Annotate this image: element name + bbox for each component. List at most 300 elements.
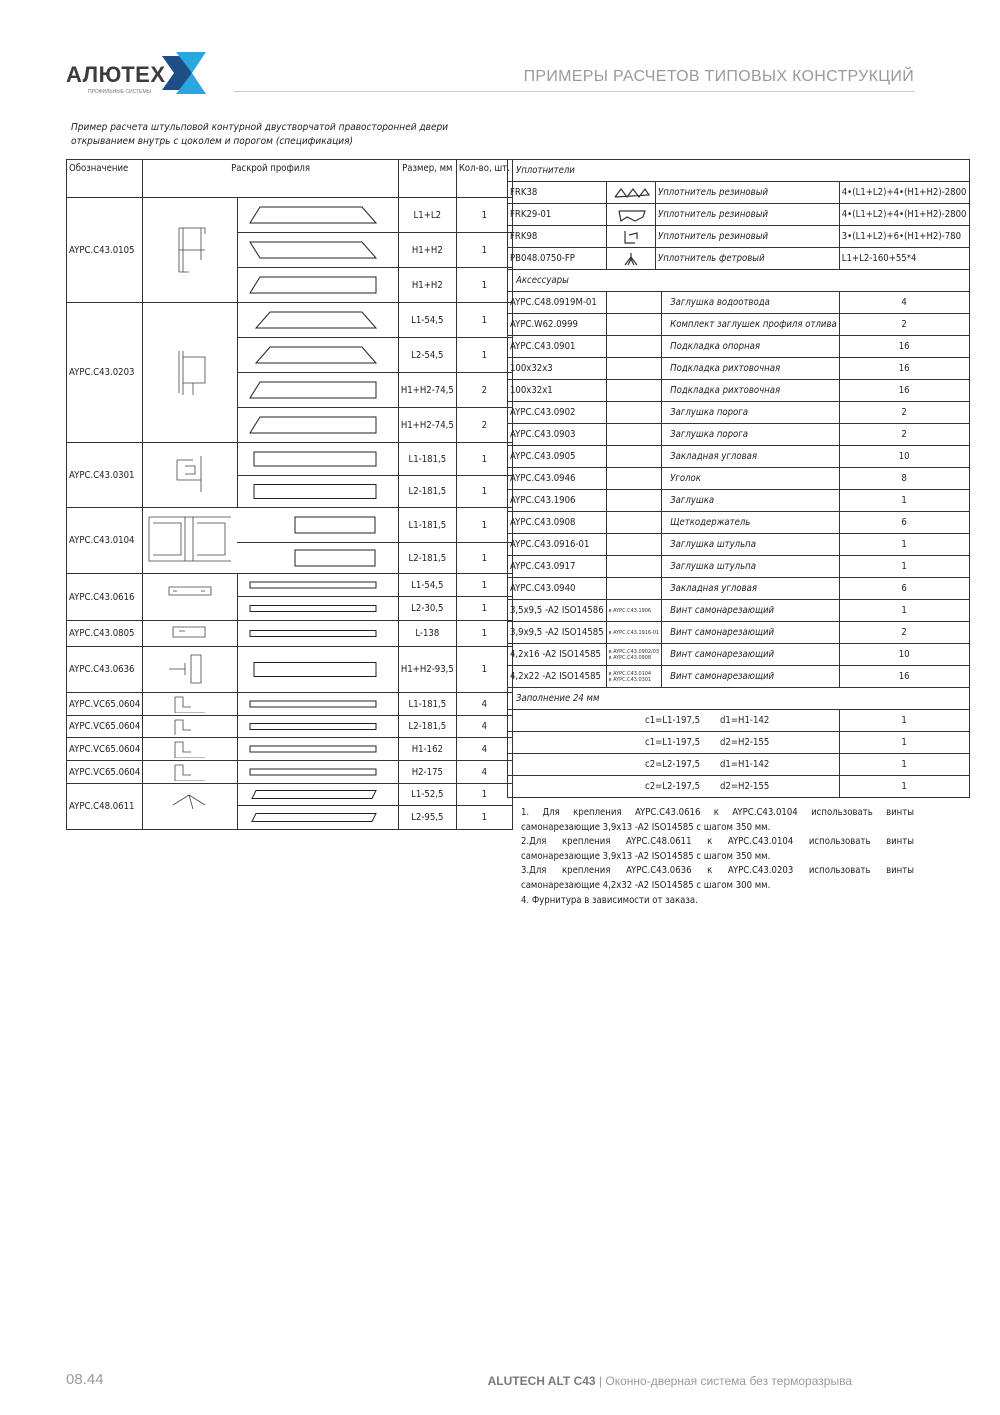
table-row: [67, 574, 513, 597]
cut-qty: 1: [456, 621, 512, 647]
profile-section: [143, 647, 238, 693]
accessory-name: Винт самонарезающий: [662, 666, 840, 688]
profile-code: AYPC.C43.0636: [67, 647, 143, 693]
accessory-code: 3,9x9,5 -A2 ISO14585: [508, 622, 607, 644]
seal-name: Уплотнитель фетровый: [655, 248, 839, 270]
cut-size: L1-181,5: [398, 443, 456, 476]
accessory-name: Комплект заглушек профиля отлива: [662, 314, 840, 336]
cut-size: L2-181,5: [398, 543, 456, 574]
cut-size: L2-95,5: [398, 806, 456, 830]
cut-cell: [237, 198, 398, 233]
accessory-code: AYPC.C43.0903: [508, 424, 607, 446]
accessory-qty: 1: [839, 490, 969, 512]
notes: [521, 806, 914, 908]
filling-qty: 1: [839, 776, 969, 798]
accessory-qty: 2: [839, 314, 969, 336]
accessory-location: [606, 644, 661, 666]
accessory-qty: 6: [839, 512, 969, 534]
cut-size: L1-52,5: [398, 784, 456, 806]
brand-name: АЛЮТЕХ: [66, 62, 166, 87]
accessory-qty: 1: [839, 534, 969, 556]
cut-size: H2-175: [398, 761, 456, 784]
accessory-location: [606, 380, 661, 402]
accessory-name: Заглушка порога: [662, 424, 840, 446]
accessory-qty: 8: [839, 468, 969, 490]
filling-width: c2=L2-197,5: [645, 781, 701, 792]
location-note: в AYPC.C43.0902/03: [608, 648, 660, 655]
filling-width: c1=L1-197,5: [645, 715, 701, 726]
accessory-qty: 6: [839, 578, 969, 600]
accessory-qty: 1: [839, 556, 969, 578]
accessory-code: 3,5x9,5 -A2 ISO14586: [508, 600, 607, 622]
profile-section: [143, 443, 238, 508]
accessory-location: [606, 534, 661, 556]
seal-code: FRK38: [508, 182, 607, 204]
accessory-location: [606, 424, 661, 446]
profile-section: [143, 574, 238, 621]
cut-bar: [237, 508, 397, 542]
accessory-code: AYPC.W62.0999: [508, 314, 607, 336]
profile-0104-icon: [145, 511, 235, 571]
cut-cell: [237, 408, 398, 443]
cut-bar: [238, 408, 398, 442]
cut-size: L2-54,5: [398, 338, 456, 373]
accessory-row: [508, 468, 970, 490]
profile-code: AYPC.C43.0805: [67, 621, 143, 647]
cut-qty: 1: [456, 508, 512, 543]
filling-row: [508, 776, 970, 798]
seal-name: Уплотнитель резиновый: [655, 182, 839, 204]
profile-0604-icon: [165, 695, 215, 713]
header-divider: [234, 91, 914, 92]
filling-row: [508, 732, 970, 754]
cut-size: L1-54,5: [398, 574, 456, 597]
cut-qty: 4: [456, 761, 512, 784]
cut-bar: [238, 716, 398, 737]
filling-size: [508, 732, 840, 754]
seal-row: [508, 182, 970, 204]
cut-bar: [238, 476, 398, 507]
column-header: Размер, мм: [398, 160, 456, 198]
cut-size: L-138: [398, 621, 456, 647]
seal-formula: 4•(L1+L2)+4•(H1+H2)-2800: [839, 182, 969, 204]
cut-size: H1+H2-74,5: [398, 373, 456, 408]
section-title: Аксессуары: [508, 270, 970, 292]
cut-bar: [238, 806, 398, 829]
cut-size: H1+H2-74,5: [398, 408, 456, 443]
cut-bar: [238, 761, 398, 783]
logo-mark-icon: [162, 52, 206, 94]
accessory-row: [508, 402, 970, 424]
profile-section: [143, 693, 238, 716]
accessory-row: [508, 512, 970, 534]
accessory-name: Закладная угловая: [662, 446, 840, 468]
profile-section: [143, 716, 238, 738]
cut-cell: [237, 233, 398, 268]
profile-0604-icon: [165, 763, 215, 781]
column-header: Кол-во, шт.: [456, 160, 512, 198]
accessory-code: AYPC.C43.0905: [508, 446, 607, 468]
accessory-code: AYPC.C43.0940: [508, 578, 607, 600]
table-row: [67, 738, 513, 761]
cut-bar: [238, 647, 398, 692]
accessory-qty: 10: [839, 644, 969, 666]
profile-0616-icon: [165, 577, 215, 618]
cut-qty: 1: [456, 806, 512, 830]
cut-cell: [237, 597, 398, 621]
accessory-row: [508, 292, 970, 314]
profile-code: AYPC.C43.0105: [67, 198, 143, 303]
cut-size: L1+L2: [398, 198, 456, 233]
cut-cell: [237, 476, 398, 508]
filling-height: d1=H1-142: [720, 715, 770, 726]
cut-bar: [238, 597, 398, 620]
accessory-name: Щеткодержатель: [662, 512, 840, 534]
seal-profile-icon: [611, 185, 651, 201]
cut-cell: [237, 338, 398, 373]
profile-0611-icon: [165, 787, 215, 827]
accessory-name: Винт самонарезающий: [662, 644, 840, 666]
cut-cell: [237, 716, 398, 738]
location-note: в AYPC.C43.0104: [608, 670, 652, 677]
filling-height: d2=H2-155: [720, 781, 770, 792]
cut-qty: 2: [456, 373, 512, 408]
accessory-code: 4,2x16 -A2 ISO14585: [508, 644, 607, 666]
cut-qty: 1: [456, 268, 512, 303]
accessory-location: [606, 578, 661, 600]
accessory-row: [508, 600, 970, 622]
brand-subtitle: ПРОФИЛЬНЫЕ СИСТЕМЫ: [88, 89, 152, 95]
cut-qty: 1: [456, 647, 512, 693]
column-header: Обозначение: [67, 160, 143, 198]
filling-width: c1=L1-197,5: [645, 737, 701, 748]
accessory-code: AYPC.C43.0916-01: [508, 534, 607, 556]
accessory-code: AYPC.C48.0919M-01: [508, 292, 607, 314]
filling-height: d1=H1-142: [720, 759, 770, 770]
table-row: [67, 647, 513, 693]
accessory-name: Заглушка штульпа: [662, 534, 840, 556]
profile-section: [143, 784, 238, 830]
cut-cell: [237, 806, 398, 830]
accessory-name: Подкладка опорная: [662, 336, 840, 358]
accessory-name: Заглушка штульпа: [662, 556, 840, 578]
accessory-qty: 2: [839, 622, 969, 644]
cut-bar: [238, 268, 398, 302]
cut-bar: [238, 373, 398, 407]
cut-bar: [238, 738, 398, 760]
footer-product: [488, 1374, 852, 1388]
seal-profile-icon: [611, 229, 651, 245]
footer-description: Оконно-дверная система без терморазрыва: [605, 1374, 852, 1388]
accessory-location: [606, 512, 661, 534]
seal-formula: L1+L2-160+55*4: [839, 248, 969, 270]
accessory-row: [508, 446, 970, 468]
seal-row: [508, 248, 970, 270]
accessory-name: Винт самонарезающий: [662, 622, 840, 644]
accessory-code: AYPC.C43.0902: [508, 402, 607, 424]
cut-size: H1+H2-93,5: [398, 647, 456, 693]
seal-row: [508, 226, 970, 248]
cut-qty: 1: [456, 233, 512, 268]
table-row: [67, 784, 513, 806]
filling-qty: 1: [839, 754, 969, 776]
table-row: [67, 198, 513, 233]
profile-section: [143, 738, 238, 761]
table-row: [67, 693, 513, 716]
profile-section: [143, 303, 238, 443]
accessory-row: [508, 578, 970, 600]
seal-code: FRK98: [508, 226, 607, 248]
seal-section: [606, 204, 655, 226]
profile-section: [143, 198, 238, 303]
accessory-location: [606, 402, 661, 424]
seal-formula: 3•(L1+L2)+6•(H1+H2)-780: [839, 226, 969, 248]
filling-width: c2=L2-197,5: [645, 759, 701, 770]
table-caption: Пример расчета штульповой контурной двустворчатой правосторонней двери открыванием внутрь с цоколем и порогом (спецификация): [71, 122, 449, 147]
seal-profile-icon: [611, 251, 651, 267]
cut-bar: [237, 543, 397, 573]
location-note: в AYPC.C43.0908: [608, 654, 652, 661]
cut-bar: [238, 233, 398, 267]
filling-row: [508, 710, 970, 732]
accessory-row: [508, 336, 970, 358]
cut-size: L1-181,5: [398, 508, 456, 543]
filling-size: [508, 710, 840, 732]
profile-0636-icon: [165, 649, 215, 690]
cut-size: H1-162: [398, 738, 456, 761]
filling-qty: 1: [839, 732, 969, 754]
seal-row: [508, 204, 970, 226]
location-note: в AYPC.C43.1916-01: [608, 629, 660, 636]
accessory-row: [508, 534, 970, 556]
note-item: 3.Для крепления AYPC.C43.0636 к AYPC.C43.0203 использовать винты самонарезающие 4,2x32 -A2 ISO14585 с шагом 300 мм.: [521, 865, 914, 891]
profile-0604-icon: [165, 718, 215, 735]
cut-bar: [238, 338, 398, 372]
table-row: [67, 716, 513, 738]
accessory-name: Закладная угловая: [662, 578, 840, 600]
seal-name: Уплотнитель резиновый: [655, 204, 839, 226]
accessory-location: [606, 292, 661, 314]
footer-product-name: ALUTECH ALT C43: [487, 1374, 596, 1388]
accessory-row: [508, 644, 970, 666]
accessory-location: [606, 490, 661, 512]
table-row: [67, 761, 513, 784]
seal-profile-icon: [611, 207, 651, 223]
cut-size: L2-181,5: [398, 716, 456, 738]
profile-section: [143, 508, 238, 574]
cut-bar: [238, 198, 398, 232]
accessory-code: AYPC.C43.0946: [508, 468, 607, 490]
accessory-qty: 10: [839, 446, 969, 468]
cut-cell: [237, 268, 398, 303]
cut-qty: 1: [456, 597, 512, 621]
cut-bar: [238, 443, 398, 475]
profile-code: AYPC.C43.0616: [67, 574, 143, 621]
accessory-row: [508, 314, 970, 336]
profile-0203-icon: [165, 343, 215, 403]
cut-qty: 1: [456, 303, 512, 338]
accessory-name: Заглушка: [662, 490, 840, 512]
profile-code: AYPC.C43.0203: [67, 303, 143, 443]
accessory-qty: 4: [839, 292, 969, 314]
seal-section: [606, 182, 655, 204]
accessory-row: [508, 666, 970, 688]
filling-size: [508, 776, 840, 798]
accessory-qty: 2: [839, 402, 969, 424]
cut-bar: [238, 574, 398, 596]
seal-code: PB048.0750-FP: [508, 248, 607, 270]
accessory-qty: 1: [839, 600, 969, 622]
cut-qty: 1: [456, 443, 512, 476]
cut-qty: 1: [456, 784, 512, 806]
cut-size: L2-30,5: [398, 597, 456, 621]
section-title: Заполнение 24 мм: [508, 688, 970, 710]
accessory-location: [606, 336, 661, 358]
accessory-row: [508, 358, 970, 380]
accessory-name: Заглушка водоотвода: [662, 292, 840, 314]
accessory-qty: 16: [839, 358, 969, 380]
cut-cell: [237, 303, 398, 338]
accessories-table: [507, 159, 970, 798]
accessory-row: [508, 380, 970, 402]
cut-qty: 4: [456, 716, 512, 738]
section-title: Уплотнители: [508, 160, 970, 182]
seal-formula: 4•(L1+L2)+4•(H1+H2)-2800: [839, 204, 969, 226]
accessory-code: 100x32x1: [508, 380, 607, 402]
accessory-location: [606, 600, 661, 622]
profile-section: [143, 621, 238, 647]
accessory-qty: 16: [839, 666, 969, 688]
filling-height: d2=H2-155: [720, 737, 770, 748]
cut-cell: [237, 508, 398, 543]
seal-name: Уплотнитель резиновый: [655, 226, 839, 248]
note-item: 2.Для крепления AYPC.C48.0611 к AYPC.C43.0104 использовать винты самонарезающие 3,9x13 -A2 ISO14585 с шагом 350 мм.: [521, 836, 914, 862]
accessory-code: AYPC.C43.0901: [508, 336, 607, 358]
accessory-code: 100x32x3: [508, 358, 607, 380]
page-number: 08.44: [66, 1371, 104, 1388]
accessory-location: [606, 446, 661, 468]
accessory-row: [508, 622, 970, 644]
accessory-qty: 2: [839, 424, 969, 446]
profile-0301-icon: [165, 446, 215, 505]
accessory-code: 4,2x22 -A2 ISO14585: [508, 666, 607, 688]
cut-size: H1+H2: [398, 233, 456, 268]
accessory-name: Уголок: [662, 468, 840, 490]
cut-cell: [237, 693, 398, 716]
note-item: 1. Для крепления AYPC.C43.0616 к AYPC.C43.0104 использовать винты самонарезающие 3,9x13 -A2 ISO14585 с шагом 350 мм.: [521, 807, 914, 833]
profile-code: AYPC.VC65.0604: [67, 738, 143, 761]
accessory-location: [606, 314, 661, 336]
accessory-location: [606, 468, 661, 490]
accessory-name: Винт самонарезающий: [662, 600, 840, 622]
accessory-row: [508, 424, 970, 446]
profile-code: AYPC.VC65.0604: [67, 716, 143, 738]
cut-cell: [237, 738, 398, 761]
table-row: [67, 443, 513, 476]
seal-section: [606, 226, 655, 248]
accessory-location: [606, 556, 661, 578]
profile-code: AYPC.VC65.0604: [67, 693, 143, 716]
cut-cell: [237, 574, 398, 597]
cut-cell: [237, 543, 398, 574]
accessory-code: AYPC.C43.1906: [508, 490, 607, 512]
cut-bar: [238, 784, 398, 805]
cut-qty: 1: [456, 198, 512, 233]
cut-size: H1+H2: [398, 268, 456, 303]
accessories-section: [508, 270, 970, 292]
cut-cell: [237, 621, 398, 647]
footer-separator: |: [598, 1374, 603, 1388]
accessory-code: AYPC.C43.0908: [508, 512, 607, 534]
note-item: 4. Фурнитура в зависимости от заказа.: [521, 894, 698, 906]
cut-qty: 2: [456, 408, 512, 443]
column-header: Раскрой профиля: [143, 160, 399, 198]
profile-code: AYPC.VC65.0604: [67, 761, 143, 784]
page-title: ПРИМЕРЫ РАСЧЕТОВ ТИПОВЫХ КОНСТРУКЦИЙ: [523, 68, 914, 85]
profile-code: AYPC.C48.0611: [67, 784, 143, 830]
accessory-name: Заглушка порога: [662, 402, 840, 424]
accessory-code: AYPC.C43.0917: [508, 556, 607, 578]
cut-qty: 1: [456, 338, 512, 373]
location-note: в AYPC.C43.1906: [608, 607, 652, 614]
profile-code: AYPC.C43.0301: [67, 443, 143, 508]
seals-section: [508, 160, 970, 182]
profile-0105-icon: [165, 220, 215, 280]
accessory-name: Подкладка рихтовочная: [662, 380, 840, 402]
seal-section: [606, 248, 655, 270]
table-row: [67, 303, 513, 338]
cut-cell: [237, 373, 398, 408]
accessory-location: [606, 666, 661, 688]
accessory-qty: 16: [839, 380, 969, 402]
accessory-row: [508, 556, 970, 578]
cut-cell: [237, 784, 398, 806]
cut-size: L1-54,5: [398, 303, 456, 338]
cut-qty: 4: [456, 738, 512, 761]
cut-size: L2-181,5: [398, 476, 456, 508]
filling-section: [508, 688, 970, 710]
filling-row: [508, 754, 970, 776]
profile-cut-table: [66, 159, 513, 830]
accessory-name: Подкладка рихтовочная: [662, 358, 840, 380]
table-row: [67, 621, 513, 647]
cut-bar: [238, 693, 398, 715]
location-note: в AYPC.C43.0301: [608, 676, 652, 683]
table-row: [67, 508, 513, 543]
profile-0805-icon: [165, 623, 215, 644]
cut-cell: [237, 761, 398, 784]
profile-0604-icon: [165, 740, 215, 758]
cut-cell: [237, 647, 398, 693]
cut-size: L1-181,5: [398, 693, 456, 716]
profile-section: [143, 761, 238, 784]
accessory-location: [606, 358, 661, 380]
filling-qty: 1: [839, 710, 969, 732]
cut-cell: [237, 443, 398, 476]
accessory-location: [606, 622, 661, 644]
filling-size: [508, 754, 840, 776]
accessory-row: [508, 490, 970, 512]
cut-qty: 4: [456, 693, 512, 716]
cut-bar: [238, 303, 398, 337]
accessory-qty: 16: [839, 336, 969, 358]
seal-code: FRK29-01: [508, 204, 607, 226]
cut-qty: 1: [456, 574, 512, 597]
cut-qty: 1: [456, 476, 512, 508]
cut-bar: [238, 621, 398, 646]
profile-code: AYPC.C43.0104: [67, 508, 143, 574]
cut-qty: 1: [456, 543, 512, 574]
